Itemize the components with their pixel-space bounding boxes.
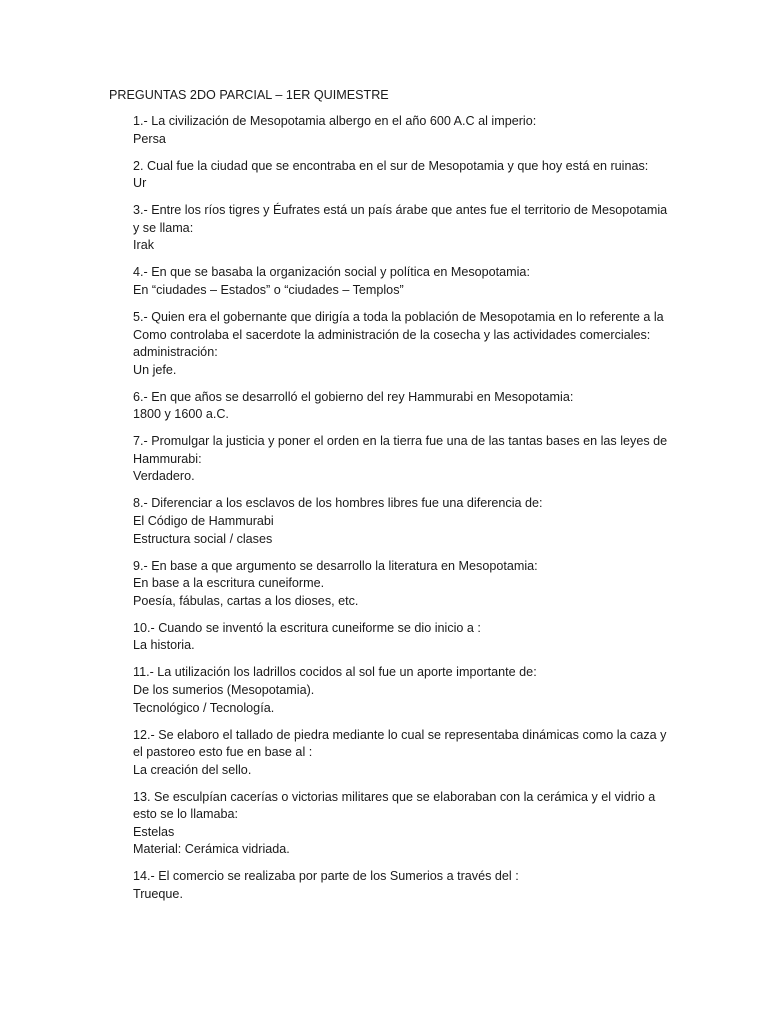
question-item xyxy=(133,113,673,148)
document-title: PREGUNTAS 2DO PARCIAL – 1ER QUIMESTRE xyxy=(109,88,389,102)
question-item xyxy=(133,664,673,717)
question-item xyxy=(133,264,673,299)
question-text: 10.- Cuando se inventó la escritura cuneiforme se dio inicio a : xyxy=(133,620,481,635)
answer-text: Trueque. xyxy=(133,887,183,902)
answer-text: Material: Cerámica vidriada. xyxy=(133,842,290,857)
question-item xyxy=(133,495,673,548)
question-text: 4.- En que se basaba la organización social y política en Mesopotamia: xyxy=(133,265,530,280)
question-text: 8.- Diferenciar a los esclavos de los hombres libres fue una diferencia de: xyxy=(133,496,543,511)
answer-text: Estructura social / clases xyxy=(133,531,273,546)
question-item xyxy=(133,789,673,859)
answer-text: En base a la escritura cuneiforme. xyxy=(133,576,325,591)
question-item xyxy=(133,389,673,424)
question-item xyxy=(133,202,673,255)
question-item xyxy=(133,620,673,655)
question-text: 14.- El comercio se realizaba por parte de los Sumerios a través del : xyxy=(133,869,519,884)
question-text: 3.- Entre los ríos tigres y Éufrates está un país árabe que antes fue el territorio de Mesopotamia y se llama: xyxy=(133,203,668,235)
question-text: 13. Se esculpían cacerías o victorias militares que se elaboraban con la cerámica y el vidrio a esto se lo llamaba: xyxy=(133,789,656,822)
answer-text: Persa xyxy=(133,131,166,146)
question-item xyxy=(133,727,673,780)
question-text: 11.- La utilización los ladrillos cocidos al sol fue un aporte importante de: xyxy=(133,665,537,680)
question-text: 7.- Promulgar la justicia y poner el orden en la tierra fue una de las tantas bases en las leyes de Hammurabi: xyxy=(133,434,668,466)
question-item xyxy=(133,309,673,379)
question-item xyxy=(133,433,673,486)
answer-text: Estelas xyxy=(133,824,175,839)
answer-text: La historia. xyxy=(133,638,195,653)
answer-text: Un jefe. xyxy=(133,362,177,377)
question-text: 2. Cual fue la ciudad que se encontraba en el sur de Mesopotamia y que hoy está en ruinas: xyxy=(133,158,649,173)
question-item xyxy=(133,558,673,611)
question-text: 6.- En que años se desarrolló el gobierno del rey Hammurabi en Mesopotamia: xyxy=(133,389,574,404)
answer-text: 1800 y 1600 a.C. xyxy=(133,407,229,422)
answer-text: El Código de Hammurabi xyxy=(133,514,274,529)
question-item xyxy=(133,868,673,903)
answer-text: Irak xyxy=(133,238,154,253)
question-list xyxy=(133,113,673,913)
answer-text: Tecnológico / Tecnología. xyxy=(133,700,275,715)
answer-text: Ur xyxy=(133,176,147,191)
answer-text: Poesía, fábulas, cartas a los dioses, etc. xyxy=(133,593,359,608)
question-text: 5.- Quien era el gobernante que dirigía a toda la población de Mesopotamia en lo referente a la Como controlaba el sacerdote la administración de la cosecha y las actividades comerciales: administración: xyxy=(133,309,664,360)
answer-text: La creación del sello. xyxy=(133,762,252,777)
question-text: 1.- La civilización de Mesopotamia albergo en el año 600 A.C al imperio: xyxy=(133,114,537,128)
answer-text: De los sumerios (Mesopotamia). xyxy=(133,682,315,697)
question-item xyxy=(133,158,673,193)
answer-text: Verdadero. xyxy=(133,469,195,484)
question-text: 9.- En base a que argumento se desarrollo la literatura en Mesopotamia: xyxy=(133,558,538,573)
question-text: 12.- Se elaboro el tallado de piedra mediante lo cual se representaba dinámicas como la caza y el pastoreo esto fue en base al : xyxy=(133,727,667,760)
answer-text: En “ciudades – Estados” o “ciudades – Templos” xyxy=(133,282,404,297)
